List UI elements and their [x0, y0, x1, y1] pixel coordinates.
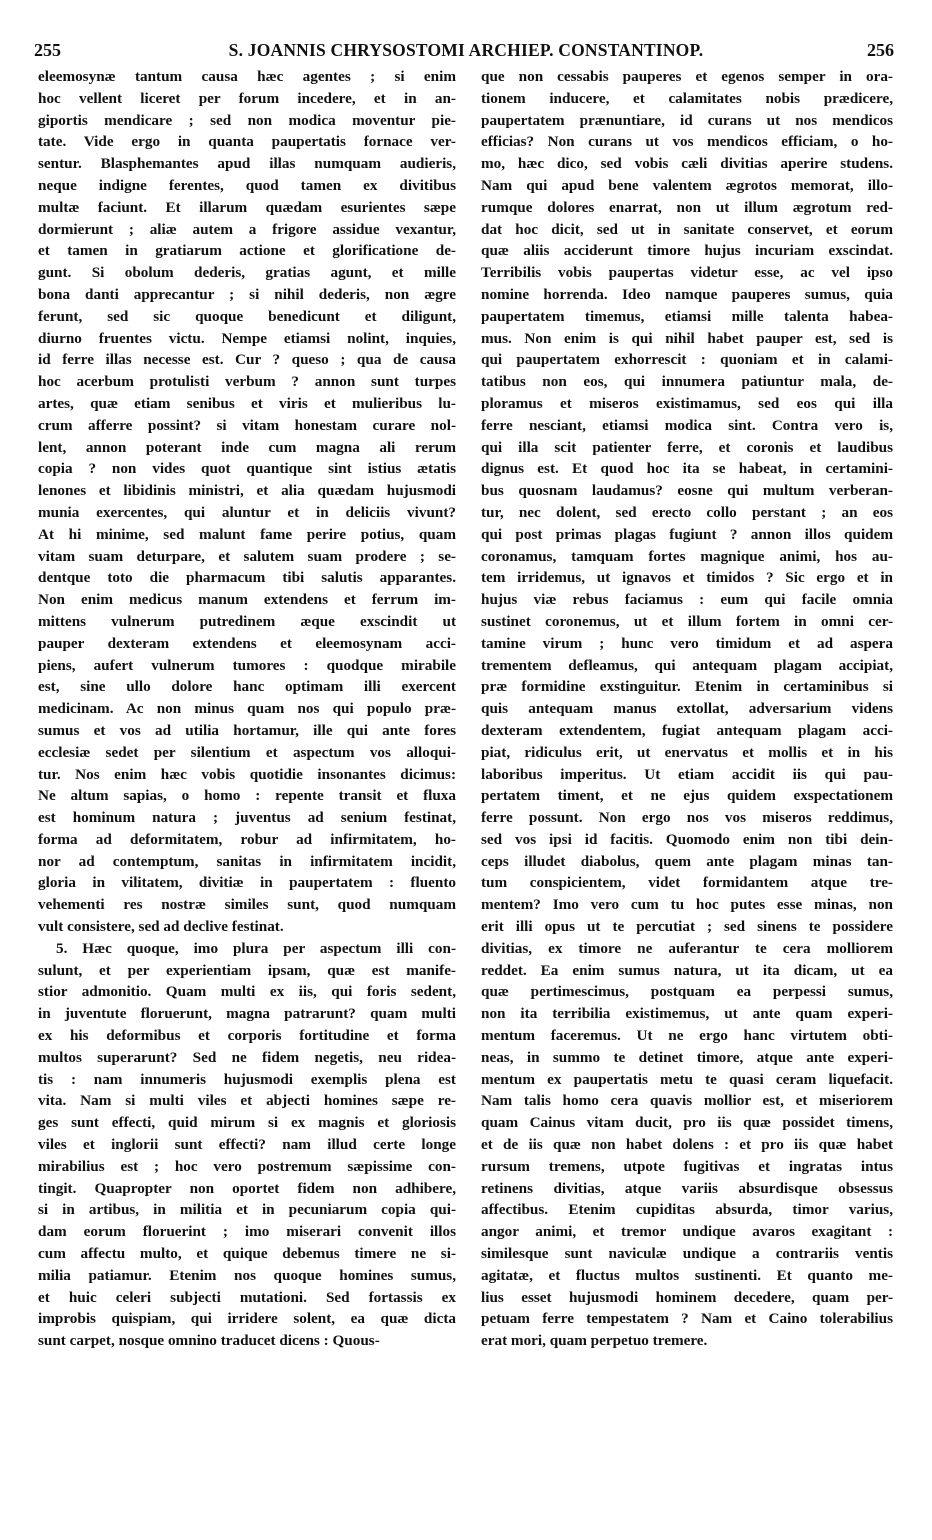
text-line: artes, quæ etiam senibus et viris et mulieribus lu- — [38, 394, 456, 412]
text-line: diurno fruentes victu. Nempe etiamsi nolint, inquies, — [38, 329, 456, 347]
text-line: mittens vulnerum putredinem æque exscindit ut — [38, 612, 456, 630]
text-line: bona danti apprecantur ; si nihil dederis, non ægre — [38, 285, 456, 303]
text-line: laboribus imperitus. Ut etiam accidit iis qui pau- — [481, 765, 893, 783]
text-line: est hominum natura ; juventus ad senium festinat, — [38, 809, 456, 827]
text-line: crum afferre possint? si vitam honestam curare nol- — [38, 416, 456, 434]
text-line: tingit. Quapropter non oportet fidem non adhibere, — [38, 1179, 456, 1197]
text-line: Ne altum sapias, o homo : repente transit et fluxa — [38, 787, 456, 805]
text-line: mirabilius est ; hoc vero postremum sæpissime con- — [38, 1157, 456, 1175]
text-line: multæ faciunt. Et illarum quædam esurientes sæpe — [38, 198, 456, 216]
text-line: dexteram extendentem, fugiat antequam plagam acci- — [481, 721, 893, 739]
text-line: forma ad deformitatem, robur ad infirmitatem, ho- — [38, 830, 456, 848]
text-line: quis antequam manus extollat, adversarium videns — [481, 700, 893, 718]
text-line: paupertatem timemus, etiamsi mille talenta habea- — [481, 307, 893, 325]
text-line: cum affectu multo, et quique debemus timere ne si- — [38, 1245, 456, 1263]
text-line: angor animi, et tremor undique avaros exagitant : — [481, 1223, 893, 1241]
text-line: similesque sunt naviculæ undique a contrariis ventis — [481, 1245, 893, 1263]
text-line: sulunt, et per experientiam ipsam, quæ est manife- — [38, 961, 456, 979]
text-line: Nam qui apud bene valentem ægrotos memorat, illo- — [481, 176, 893, 194]
text-line: vult consistere, sed ad declive festinat. — [38, 918, 284, 936]
text-line: dormierunt ; aliæ autem a frigore assidue vexantur, — [38, 220, 456, 238]
text-line: viles et inglorii sunt effecti? nam illud certe longe — [38, 1136, 456, 1154]
text-line: paupertatem prænuntiare, id curans ut nos mendicos — [481, 111, 893, 129]
text-line: tate. Vide ergo in quanta paupertatis fornace ver- — [38, 133, 456, 151]
text-line: neas, in summo te detinet timore, atque ante experi- — [481, 1048, 893, 1066]
text-line: mentem? Imo vero cum tu hoc putes esse minas, non — [481, 896, 893, 914]
left-text-column — [38, 66, 456, 1352]
text-line: milia patiamur. Etenim nos quoque homines sumus, — [38, 1266, 456, 1284]
running-title: S. JOANNIS CHRYSOSTOMI ARCHIEP. CONSTANTINOP. — [228, 40, 704, 60]
text-line: erat mori, quam perpetuo tremere. — [481, 1332, 708, 1350]
text-line: petuam ferre tempestatem ? Nam et Caino tolerabilius — [481, 1310, 893, 1328]
text-line: et de iis quæ non habet dolens : et pro iis quæ habet — [481, 1136, 893, 1154]
text-line: vita. Nam si multi viles et abjecti homines sæpe re- — [38, 1092, 456, 1110]
text-line: Nam talis homo cera quavis mollior est, et miseriorem — [481, 1092, 893, 1110]
text-line: et tamen in gratiarum actione et glorificatione de- — [38, 242, 456, 260]
text-line: 5. Hæc quoque, imo plura per aspectum illi con- — [56, 939, 456, 957]
text-line: qui illa scit patienter ferre, et coronis et laudibus — [481, 438, 893, 456]
text-line: munia exercentes, qui aluntur et in deliciis vivunt? — [38, 503, 456, 521]
text-line: gunt. Si obolum dederis, gratias agunt, et mille — [38, 264, 456, 282]
text-line: tis : nam innumeris hujusmodi exemplis plena est — [38, 1070, 456, 1088]
text-line: sunt carpet, nosque omnino traducet dicens : Quous- — [38, 1332, 380, 1350]
text-line: divitias, ex timore ne auferantur te cera molliorem — [481, 939, 893, 957]
text-line: bus quosnam laudamus? eosne qui multum verberan- — [481, 482, 893, 500]
text-line: que non cessabis pauperes et egenos semper in ora- — [481, 68, 893, 85]
text-line: stior admonitio. Quam multi ex iis, qui foris sedent, — [38, 983, 456, 1001]
text-line: tem irridemus, ut ignavos et timidos ? Sic ergo et in — [481, 569, 893, 587]
text-line: tur, nec dolent, sed erecto collo perstant ; an eos — [481, 503, 893, 521]
text-line: est, sine ullo dolore hanc optimam illi exercent — [38, 678, 456, 696]
text-line: tatibus non eos, qui innumera patiuntur mala, de- — [481, 373, 893, 391]
text-line: mus. Non enim is qui nihil habet pauper est, sed is — [481, 329, 893, 347]
text-line: ceps illudet diabolus, quem ante plagam minas tan- — [481, 852, 893, 870]
text-line: reddet. Ea enim sumus natura, ut ita dicam, ut ea — [481, 961, 893, 979]
text-line: id ferre illas necesse est. Cur ? queso ; qua de causa — [38, 351, 456, 369]
right-text-column — [481, 66, 893, 1352]
text-line: multos superarunt? Sed ne fidem negetis, neu ridea- — [38, 1048, 456, 1066]
text-line: ferre possunt. Non ergo nos vos miseros reddimus, — [481, 809, 893, 827]
text-line: sumus et vos ad utilia hortamur, ille qui ante fores — [38, 721, 456, 739]
text-line: Terribilis vobis paupertas videtur esse, ac vel ipso — [481, 264, 893, 282]
text-line: mo, hæc dico, sed vobis cæli divitias aperire studens. — [481, 155, 893, 173]
text-line: quæ pertimescimus, postquam ea perpessi sumus, — [481, 983, 893, 1001]
text-line: dat hoc dicit, sed ut in sanitate conservet, et eorum — [481, 220, 893, 238]
text-line: hoc acerbum protulisti verbum ? annon sunt turpes — [38, 373, 456, 391]
page-number-left: 255 — [34, 40, 61, 60]
text-line: vehementi res nostræ similes sunt, quod numquam — [38, 896, 456, 914]
text-line: lenones et libidinis ministri, et alia quædam hujusmodi — [38, 482, 456, 500]
text-line: tionem inducere, et calamitates nobis prædicere, — [481, 89, 893, 107]
text-line: qui paupertatem exhorrescit : quoniam et in calami- — [481, 351, 893, 369]
text-line: sed vos ipsi id facitis. Quomodo enim non tibi dein- — [481, 830, 893, 848]
text-line: ges sunt effecti, quid mirum si ex magnis et gloriosis — [38, 1114, 456, 1132]
text-line: si in artibus, in militia et in pecuniarum copia qui- — [38, 1201, 456, 1219]
text-line: gloria in vilitatem, divitiæ in paupertatem : fluento — [38, 874, 456, 892]
text-line: ex his deformibus et corporis fortitudine et forma — [38, 1027, 456, 1045]
text-line: efficias? Non curans ut vos mendicos efficiam, o ho- — [481, 133, 893, 151]
text-line: sustinet coronemus, ut et illum fortem in omni cer- — [481, 612, 893, 630]
text-line: piens, aufert vulnerum tumores : quodque mirabile — [38, 656, 456, 674]
page-number-right: 256 — [867, 40, 894, 60]
running-header — [0, 40, 932, 66]
text-line: mentum ex paupertatis metu te quasi ceram liquefacit. — [481, 1070, 893, 1088]
text-line: erit illi opus ut te percutiat ; sed sinens te possidere — [481, 918, 893, 936]
text-line: ploramus et miseros existimamus, sed eos qui illa — [481, 394, 893, 412]
text-line: nomine horrenda. Ideo namque pauperes sumus, quia — [481, 285, 893, 303]
text-line: At hi minime, sed malunt fame perire potius, quam — [38, 525, 456, 543]
text-line: tum conspicientem, videt formidantem atque tre- — [481, 874, 893, 892]
text-line: agitatæ, et fluctus multos sustinenti. Et quanto me- — [481, 1266, 893, 1284]
text-line: qui post primas plagas fugiunt ? annon illos quidem — [481, 525, 893, 543]
text-line: in juventute floruerunt, magna patrarunt? quam multi — [38, 1005, 456, 1023]
text-line: pertatem timent, et ne ejus quidem exspectationem — [481, 787, 893, 805]
text-line: piat, ridiculus erit, ut enervatus et mollis et in his — [481, 743, 893, 761]
text-line: tur. Nos enim hæc vobis quotidie insonantes dicimus: — [38, 765, 456, 783]
text-line: retinens divitias, atque variis absurdisque obsessus — [481, 1179, 893, 1197]
text-line: neque indigne ferentes, quod tamen ex divitibus — [38, 176, 456, 194]
text-line: quam Cainus vitam ducit, pro iis quæ possidet timens, — [481, 1114, 893, 1132]
text-line: hoc vellent liceret per forum incedere, et in an- — [38, 89, 456, 107]
text-line: vitam suam deturpare, et salutem suam prodere ; se- — [38, 547, 456, 565]
text-line: hujus viæ rebus faciamus : eum qui facile omnia — [481, 591, 893, 609]
text-line: dam eorum floruerint ; imo miserari convenit illos — [38, 1223, 456, 1241]
text-line: rursum tremens, utpote fugitivas et ingratas intus — [481, 1157, 893, 1175]
text-line: trementem defleamus, qui antequam plagam accipiat, — [481, 656, 893, 674]
text-line: lent, annon poterant inde cum magna ali rerum — [38, 438, 456, 456]
text-line: ferre nesciant, etiamsi modica sint. Contra vero is, — [481, 416, 893, 434]
text-line: ferunt, sed sic quoque benedicunt et diligunt, — [38, 307, 456, 325]
text-line: ecclesiæ sedet per silentium et aspectum vos alloqui- — [38, 743, 456, 761]
text-line: dignus est. Et quod hoc ita se habeat, in certamini- — [481, 460, 893, 478]
text-line: giportis mendicare ; sed non modica moventur pie- — [38, 111, 456, 129]
text-line: tamine virum ; hunc vero timidum et ad aspera — [481, 634, 893, 652]
text-line: præ formidine exstinguitur. Etenim in certaminibus si — [481, 678, 893, 696]
text-line: affectibus. Etenim cupiditas absurda, timor varius, — [481, 1201, 893, 1219]
text-line: nor ad contemptum, sanitas in infirmitatem incidit, — [38, 852, 456, 870]
text-line: coronamus, tamquam fortes magnique animi, hos au- — [481, 547, 893, 565]
text-line: Non enim medicus manum extendens et ferrum im- — [38, 591, 456, 609]
text-line: et huic celeri subjecti mutationi. Sed fortassis ex — [38, 1288, 456, 1306]
text-line: copia ? non vides quot quantique sint istius ætatis — [38, 460, 456, 478]
text-line: sentur. Blasphemantes apud illas numquam audieris, — [38, 155, 456, 173]
text-line: mentum faceremus. Ut ne ergo hanc virtutem obti- — [481, 1027, 893, 1045]
text-line: medicinam. Ac non minus quam nos qui populo præ- — [38, 700, 456, 718]
text-line: pauper dexteram extendens et eleemosynam acci- — [38, 634, 456, 652]
text-line: eleemosynæ tantum causa hæc agentes ; si enim — [38, 68, 456, 85]
text-line: non ita terribilia existimemus, ut ante quam experi- — [481, 1005, 893, 1023]
text-line: lius esset hujusmodi hominem decedere, quam per- — [481, 1288, 893, 1306]
text-line: rumque dolores enarrat, non ut illum ægrotum red- — [481, 198, 893, 216]
text-line: improbis quispiam, qui irridere solent, ea quæ dicta — [38, 1310, 456, 1328]
text-line: dentque toto die pharmacum tibi salutis apparantes. — [38, 569, 456, 587]
text-line: quæ aliis acciderunt timore hujus incuriam exscindat. — [481, 242, 893, 260]
